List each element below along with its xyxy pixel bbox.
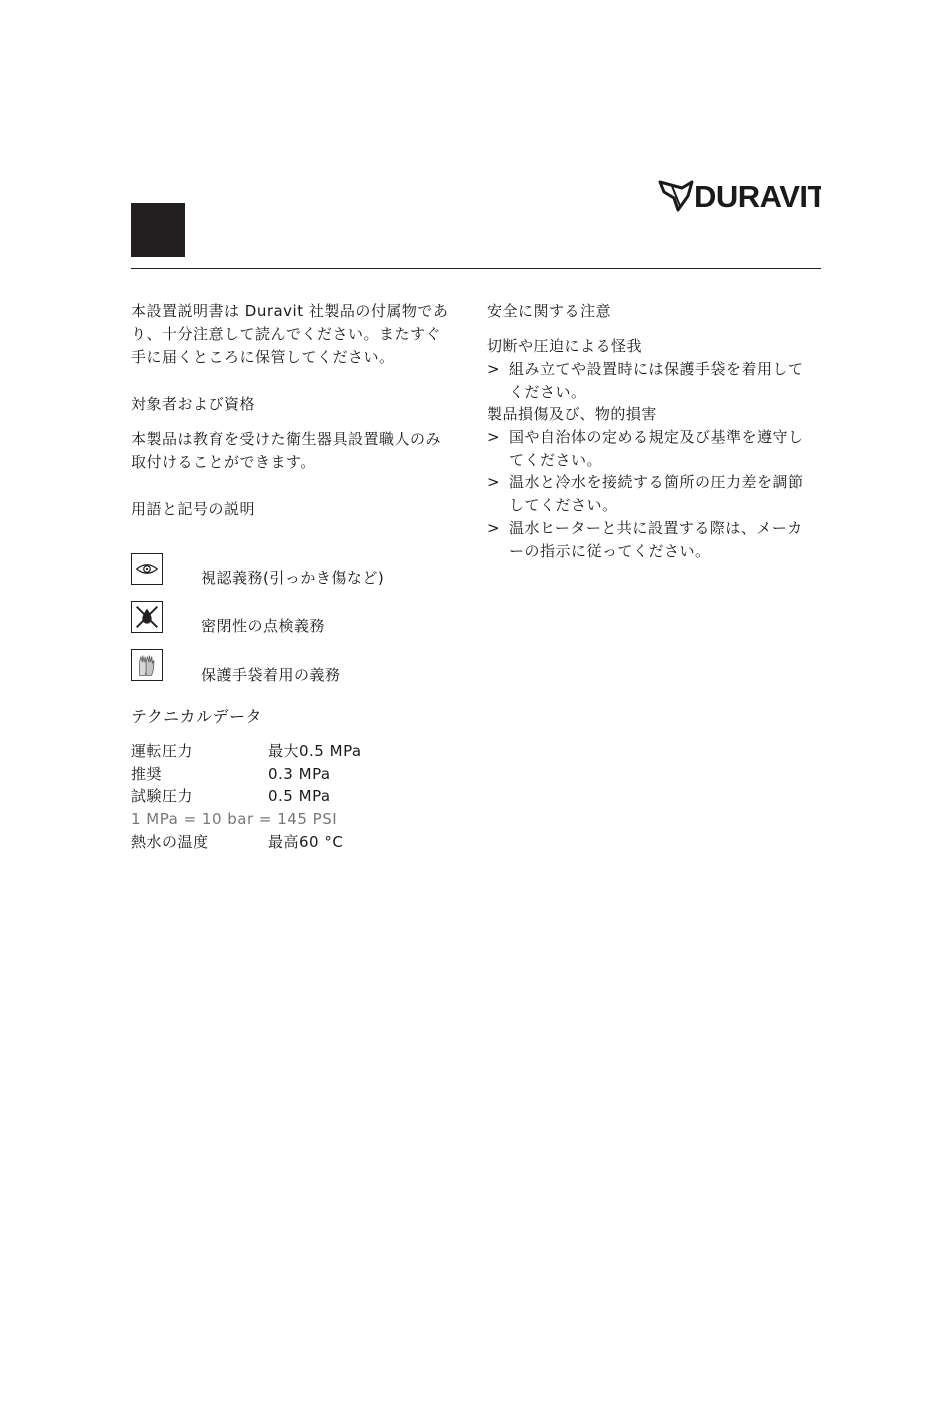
bullet-marker: > — [487, 428, 501, 446]
bullet-line: ーの指示に従ってください。 — [509, 542, 711, 560]
leak-check-icon — [131, 601, 163, 633]
intro-text — [131, 300, 448, 369]
bullet-marker: > — [487, 360, 501, 378]
audience-text — [131, 428, 441, 474]
injury-heading: 切断や圧迫による怪我 — [487, 337, 643, 355]
tech-value: 0.3 MPa — [268, 765, 331, 783]
tech-label: 推奨 — [131, 765, 163, 783]
duravit-logo-mark — [658, 176, 821, 214]
bullet-line: 国や自治体の定める規定及び基準を遵守し — [509, 428, 804, 446]
audience-heading: 対象者および資格 — [131, 395, 256, 413]
bullet-marker: > — [487, 519, 501, 537]
list-item — [487, 426, 827, 472]
tech-heading: テクニカルデータ — [131, 707, 263, 726]
list-item — [487, 358, 827, 404]
section-marker — [131, 203, 185, 257]
tech-label: 運転圧力 — [131, 742, 194, 760]
bullet-line: 温水と冷水を接続する箇所の圧力差を調節 — [509, 473, 804, 491]
bullet-marker: > — [487, 473, 501, 491]
bullet-line: てください。 — [509, 451, 603, 469]
eye-icon — [131, 553, 163, 585]
safety-heading: 安全に関する注意 — [487, 302, 612, 320]
symbol-label-seal: 密閉性の点検義務 — [201, 617, 326, 635]
bullet-line: ください。 — [509, 383, 587, 401]
tech-label: 熱水の温度 — [131, 833, 209, 851]
intro-line: り、十分注意して読んでください。またすぐ — [131, 325, 442, 343]
tech-label: 試験圧力 — [131, 787, 194, 805]
logo-text: DURAVIT — [694, 179, 821, 214]
tech-value: 最大0.5 MPa — [268, 742, 362, 760]
duravit-logo — [658, 176, 821, 214]
intro-line: 本設置説明書は Duravit 社製品の付属物であ — [131, 302, 449, 320]
intro-line: 手に届くところに保管してください。 — [131, 348, 395, 366]
audience-line: 取付けることができます。 — [131, 453, 316, 471]
header-rule — [131, 268, 821, 269]
list-item — [487, 471, 827, 517]
symbol-label-visual: 視認義務(引っかき傷など) — [201, 569, 385, 587]
bullet-line: 温水ヒーターと共に設置する際は、メーカ — [509, 519, 803, 537]
symbols-heading: 用語と記号の説明 — [131, 500, 256, 518]
tech-value: 最高60 °C — [268, 833, 344, 851]
pressure-conversion: 1 MPa = 10 bar = 145 PSI — [131, 810, 338, 828]
gloves-icon — [131, 649, 163, 681]
bullet-line: してください。 — [509, 496, 618, 514]
list-item — [487, 517, 827, 563]
damage-heading: 製品損傷及び、物的損害 — [487, 405, 657, 423]
audience-line: 本製品は教育を受けた衛生器具設置職人のみ — [131, 430, 442, 448]
bullet-line: 組み立てや設置時には保護手袋を着用して — [509, 360, 804, 378]
tech-value: 0.5 MPa — [268, 787, 331, 805]
symbol-label-gloves: 保護手袋着用の義務 — [201, 666, 341, 684]
